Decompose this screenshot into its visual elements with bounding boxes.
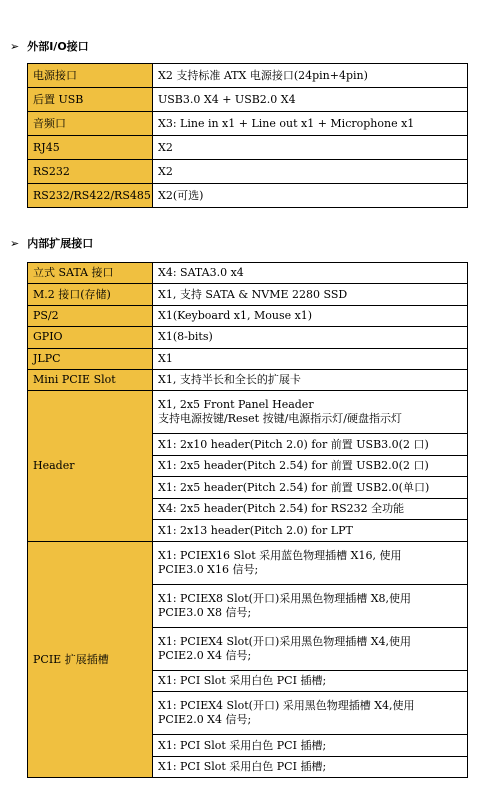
pcie-entry: X1: PCI Slot 采用白色 PCI 插槽; — [153, 670, 468, 692]
internal-expansion-heading — [10, 235, 93, 251]
pcie-entry — [153, 584, 468, 627]
header-entry: X1: 2x5 header(Pitch 2.54) for 前置 USB2.0(单口) — [153, 477, 468, 499]
pcie-line: PCIE2.0 X4 信号; — [158, 648, 252, 662]
pcie-line: X1: PCIEX16 Slot 采用蓝色物理插槽 X16, 使用 — [158, 548, 402, 562]
row-value: X2(可选) — [153, 184, 468, 208]
header-entry: X1: 2x10 header(Pitch 2.0) for 前置 USB3.0(2 口) — [153, 434, 468, 456]
row-value: X3: Line in x1 + Line out x1 + Microphone x1 — [153, 112, 468, 136]
row-label: 后置 USB — [28, 88, 153, 112]
pcie-line: PCIE3.0 X16 信号; — [158, 562, 259, 576]
pcie-entry: X1: PCI Slot 采用白色 PCI 插槽; — [153, 756, 468, 778]
row-value: X1, 支持半长和全长的扩展卡 — [153, 369, 468, 390]
internal-expansion-heading-text: 内部扩展接口 — [27, 237, 94, 250]
table-row — [28, 305, 468, 326]
bullet-arrow-icon: ➢ — [10, 39, 20, 53]
row-label: 电源接口 — [28, 64, 153, 88]
table-row — [28, 369, 468, 390]
header-entry — [153, 391, 468, 434]
table-row — [28, 184, 468, 208]
table-row — [28, 263, 468, 284]
row-value: X1 — [153, 348, 468, 369]
table-row — [28, 136, 468, 160]
row-value: USB3.0 X4 + USB2.0 X4 — [153, 88, 468, 112]
row-label: RS232 — [28, 160, 153, 184]
pcie-line: PCIE3.0 X8 信号; — [158, 605, 252, 619]
bullet-arrow-icon: ➢ — [10, 236, 20, 250]
row-value: X2 — [153, 136, 468, 160]
row-label: 立式 SATA 接口 — [28, 263, 153, 284]
table-row — [28, 160, 468, 184]
pcie-line: X1: PCIEX8 Slot(开口)采用黑色物理插槽 X8,使用 — [158, 591, 412, 605]
row-value: X1(Keyboard x1, Mouse x1) — [153, 305, 468, 326]
header-entry: X1: 2x5 header(Pitch 2.54) for 前置 USB2.0(2 口) — [153, 455, 468, 477]
row-value: X1(8-bits) — [153, 327, 468, 348]
external-io-heading-text: 外部I/O接口 — [27, 40, 89, 53]
pcie-entry — [153, 541, 468, 584]
row-label: PS/2 — [28, 305, 153, 326]
table-row — [28, 327, 468, 348]
pcie-label: PCIE 扩展插槽 — [28, 541, 153, 778]
table-row — [28, 88, 468, 112]
pcie-row — [28, 541, 468, 584]
header-line: X1, 2x5 Front Panel Header — [158, 398, 314, 412]
external-io-table — [27, 63, 468, 208]
row-label: JLPC — [28, 348, 153, 369]
row-value: X2 支持标准 ATX 电源接口(24pin+4pin) — [153, 64, 468, 88]
table-row — [28, 284, 468, 305]
pcie-entry: X1: PCI Slot 采用白色 PCI 插槽; — [153, 735, 468, 757]
table-row — [28, 112, 468, 136]
row-value: X1, 支持 SATA & NVME 2280 SSD — [153, 284, 468, 305]
pcie-entry — [153, 627, 468, 670]
header-row — [28, 391, 468, 434]
header-entry: X1: 2x13 header(Pitch 2.0) for LPT — [153, 520, 468, 542]
row-value: X4: SATA3.0 x4 — [153, 263, 468, 284]
row-label: RS232/RS422/RS485 — [28, 184, 153, 208]
row-label: RJ45 — [28, 136, 153, 160]
pcie-line: PCIE2.0 X4 信号; — [158, 713, 252, 727]
row-value: X2 — [153, 160, 468, 184]
row-label: GPIO — [28, 327, 153, 348]
table-row — [28, 348, 468, 369]
external-io-heading — [10, 38, 89, 54]
header-line: 支持电源按键/Reset 按键/电源指示灯/硬盘指示灯 — [158, 412, 402, 426]
header-entry: X4: 2x5 header(Pitch 2.54) for RS232 全功能 — [153, 498, 468, 520]
table-row — [28, 64, 468, 88]
row-label: M.2 接口(存储) — [28, 284, 153, 305]
pcie-entry — [153, 692, 468, 735]
internal-expansion-table — [27, 262, 468, 778]
pcie-line: X1: PCIEX4 Slot(开口) 采用黑色物理插槽 X4,使用 — [158, 699, 415, 713]
header-label: Header — [28, 391, 153, 542]
row-label: Mini PCIE Slot — [28, 369, 153, 390]
row-label: 音频口 — [28, 112, 153, 136]
pcie-line: X1: PCIEX4 Slot(开口)采用黑色物理插槽 X4,使用 — [158, 634, 412, 648]
